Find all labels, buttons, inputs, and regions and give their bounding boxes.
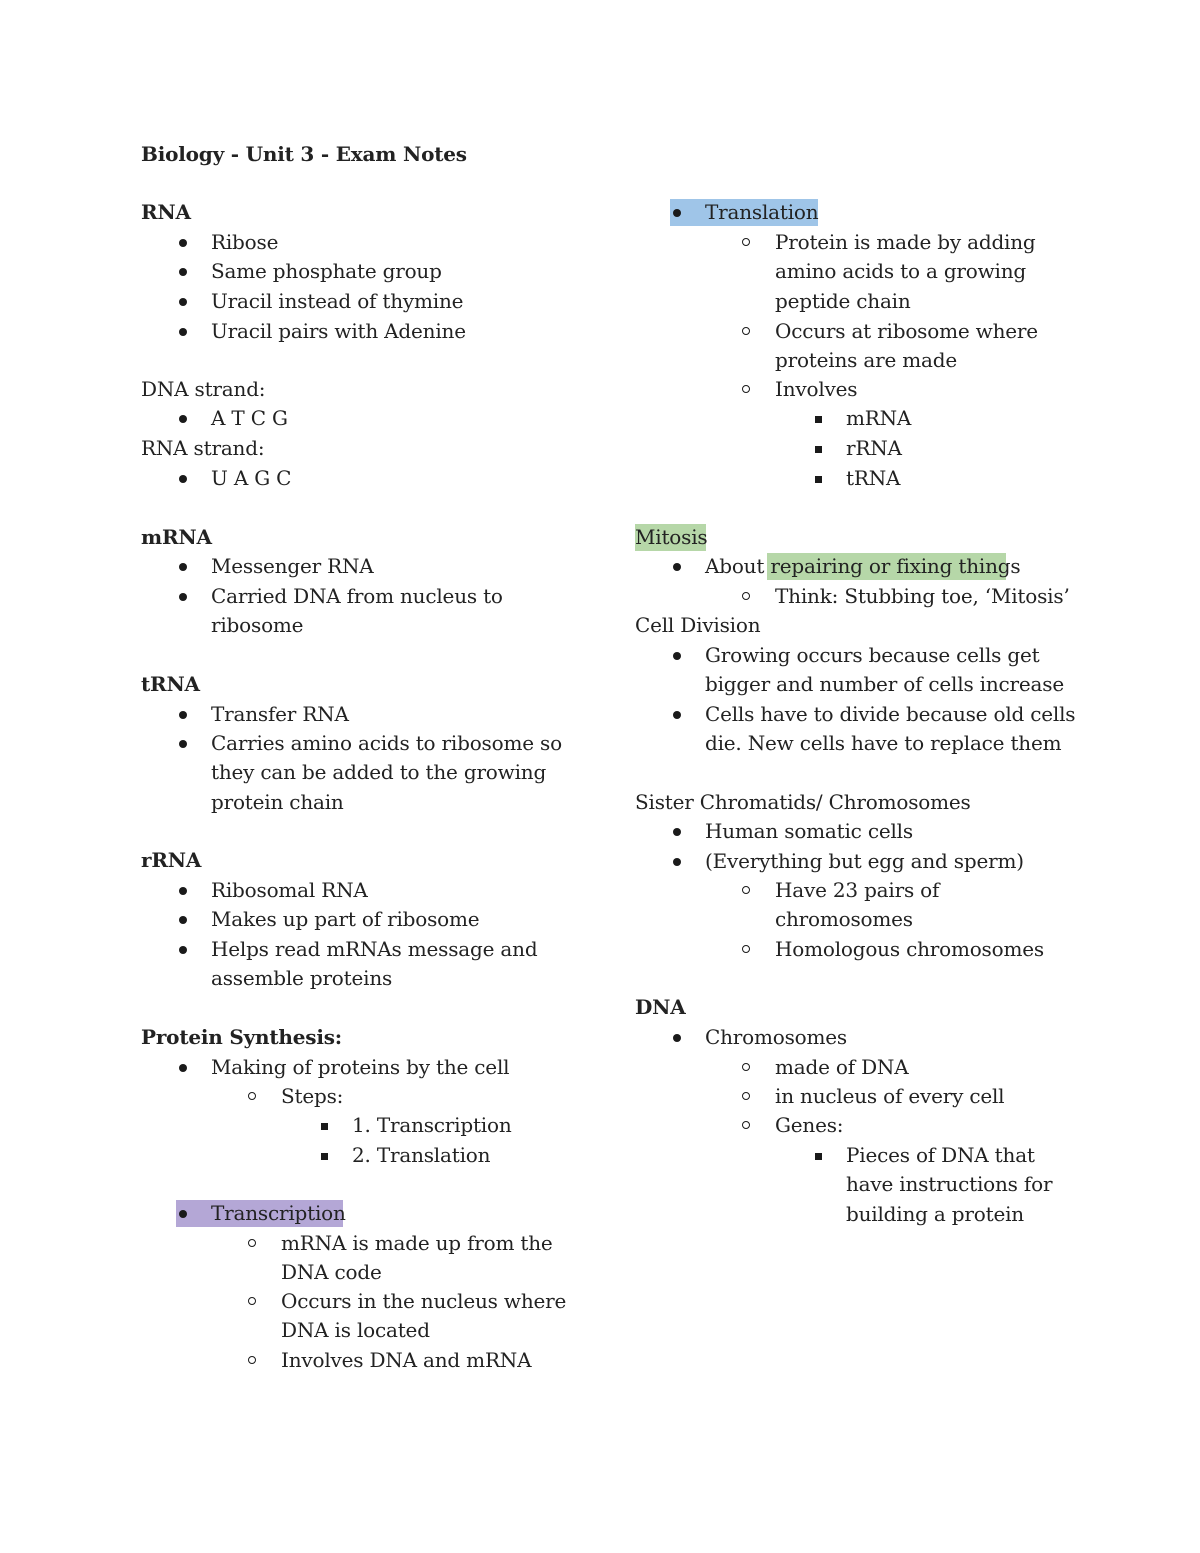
- list-item: made of DNA: [775, 1055, 909, 1079]
- section-heading-cell-division: Cell Division: [635, 613, 761, 637]
- list-item: Occurs at ribosome where: [775, 319, 1038, 343]
- section-heading-transcription: Transcription: [211, 1201, 346, 1225]
- list-item: 1. Transcription: [352, 1113, 512, 1137]
- list-item: Ribosomal RNA: [211, 878, 368, 902]
- section-heading-mrna: mRNA: [141, 525, 212, 549]
- list-item: Genes:: [775, 1113, 844, 1137]
- list-item: Cells have to divide because old cells: [705, 702, 1076, 726]
- rna-strand-value: U A G C: [211, 466, 292, 490]
- list-item: Have 23 pairs of: [775, 878, 940, 902]
- list-item-continued: chromosomes: [775, 907, 913, 931]
- list-item: Making of proteins by the cell: [211, 1055, 510, 1079]
- list-item: 2. Translation: [352, 1143, 491, 1167]
- list-item-continued: DNA code: [281, 1260, 382, 1284]
- rna-strand-label: RNA strand:: [141, 436, 265, 460]
- list-item-continued: bigger and number of cells increase: [705, 672, 1064, 696]
- dna-strand-value: A T C G: [211, 406, 288, 430]
- section-heading-rrna: rRNA: [141, 848, 202, 872]
- list-item-continued: assemble proteins: [211, 966, 393, 990]
- section-heading-protein-synthesis: Protein Synthesis:: [141, 1025, 342, 1049]
- highlighted-text: repairing or fixing things: [770, 554, 1021, 578]
- list-item: Makes up part of ribosome: [211, 907, 480, 931]
- list-item: Involves: [775, 377, 858, 401]
- about-prefix: About: [705, 554, 771, 578]
- list-item: Human somatic cells: [705, 819, 913, 843]
- list-item-continued: die. New cells have to replace them: [705, 731, 1062, 755]
- list-item: (Everything but egg and sperm): [705, 849, 1024, 873]
- list-item: Carried DNA from nucleus to: [211, 584, 503, 608]
- list-item-continued: DNA is located: [281, 1318, 430, 1342]
- list-item: Growing occurs because cells get: [705, 643, 1040, 667]
- list-item: Homologous chromosomes: [775, 937, 1044, 961]
- list-item: Messenger RNA: [211, 554, 374, 578]
- list-item-continued: proteins are made: [775, 348, 957, 372]
- list-item: Transfer RNA: [211, 702, 349, 726]
- list-item: Think: Stubbing toe, ‘Mitosis’: [775, 584, 1070, 608]
- list-item: Uracil instead of thymine: [211, 289, 464, 313]
- list-item: Chromosomes: [705, 1025, 847, 1049]
- list-item: Pieces of DNA that: [846, 1143, 1035, 1167]
- list-item: Carries amino acids to ribosome so: [211, 731, 562, 755]
- document-title: Biology - Unit 3 - Exam Notes: [141, 142, 467, 166]
- list-item-continued: ribosome: [211, 613, 304, 637]
- list-item: Involves DNA and mRNA: [281, 1348, 532, 1372]
- section-heading-trna: tRNA: [141, 672, 200, 696]
- list-item: Ribose: [211, 230, 279, 254]
- dna-strand-label: DNA strand:: [141, 377, 266, 401]
- list-item-continued: they can be added to the growing: [211, 760, 547, 784]
- list-item: [705, 552, 1020, 581]
- section-heading-mitosis: Mitosis: [635, 525, 708, 549]
- list-item: Uracil pairs with Adenine: [211, 319, 466, 343]
- section-heading-sister-chromatids: Sister Chromatids/ Chromosomes: [635, 790, 971, 814]
- list-item-continued: building a protein: [846, 1202, 1024, 1226]
- list-item: Same phosphate group: [211, 259, 442, 283]
- list-item: Steps:: [281, 1084, 344, 1108]
- list-item: in nucleus of every cell: [775, 1084, 1005, 1108]
- list-item: rRNA: [846, 436, 902, 460]
- section-heading-rna: RNA: [141, 200, 191, 224]
- list-item-continued: have instructions for: [846, 1172, 1053, 1196]
- list-item: Helps read mRNAs message and: [211, 937, 538, 961]
- list-item: mRNA: [846, 406, 912, 430]
- list-item: Occurs in the nucleus where: [281, 1289, 567, 1313]
- section-heading-translation: Translation: [705, 200, 819, 224]
- list-item-continued: amino acids to a growing: [775, 259, 1027, 283]
- list-item: tRNA: [846, 466, 901, 490]
- section-heading-dna: DNA: [635, 995, 686, 1019]
- list-item-continued: protein chain: [211, 790, 344, 814]
- list-item: Protein is made by adding: [775, 230, 1036, 254]
- list-item-continued: peptide chain: [775, 289, 911, 313]
- list-item: mRNA is made up from the: [281, 1231, 553, 1255]
